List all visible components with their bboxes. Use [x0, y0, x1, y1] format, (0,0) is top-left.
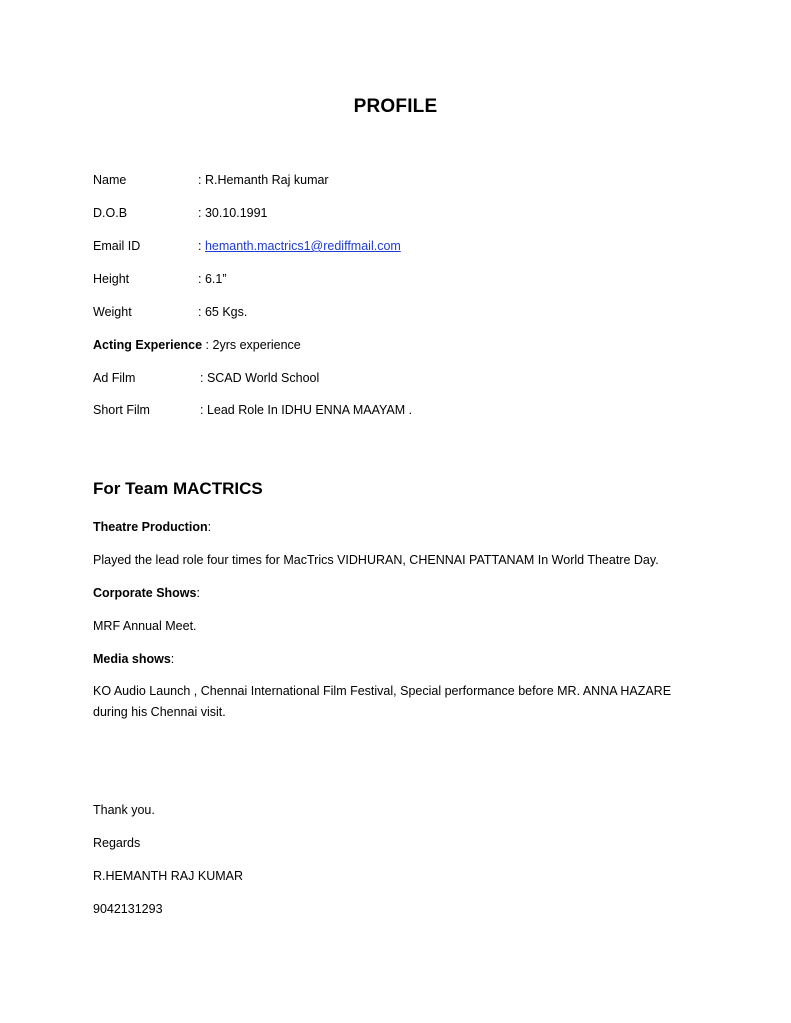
acting-experience-value: : 2yrs experience	[202, 338, 301, 352]
theatre-production-colon: :	[207, 520, 212, 534]
phone-number: 9042131293	[93, 902, 163, 916]
media-shows-text: KO Audio Launch , Chennai International Film Festival, Special performance before MR. ANNA HAZARE during his Chennai visit.	[93, 684, 672, 719]
theatre-production-text: Played the lead role four times for MacTrics VIDHURAN, CHENNAI PATTANAM In World Theatre Day.	[93, 553, 659, 567]
dob-value: : 30.10.1991	[198, 206, 268, 220]
team-heading: For Team MACTRICS	[93, 479, 263, 498]
name-value: : R.Hemanth Raj kumar	[198, 173, 329, 187]
thanks-text: Thank you.	[93, 803, 155, 817]
ad-film-value: : SCAD World School	[200, 371, 320, 385]
email-prefix: :	[198, 239, 205, 253]
theatre-production-heading	[93, 519, 211, 535]
corporate-shows-text: MRF Annual Meet.	[93, 619, 197, 633]
name-label: Name	[93, 173, 127, 187]
height-label: Height	[93, 272, 130, 286]
acting-experience-row	[93, 337, 301, 353]
email-value-row	[198, 238, 401, 254]
short-film-label: Short Film	[93, 403, 150, 417]
corporate-shows-label: Corporate Shows	[93, 586, 197, 600]
media-shows-colon: :	[170, 652, 175, 666]
height-value: : 6.1”	[198, 272, 227, 286]
regards-text: Regards	[93, 836, 141, 850]
corporate-shows-colon: :	[196, 586, 200, 600]
theatre-production-label: Theatre Production	[93, 520, 208, 534]
short-film-value: : Lead Role In IDHU ENNA MAAYAM .	[200, 403, 413, 417]
media-shows-heading	[93, 651, 174, 667]
ad-film-label: Ad Film	[93, 371, 136, 385]
email-label: Email ID	[93, 239, 141, 253]
page-title: PROFILE	[353, 96, 438, 117]
signature-name: R.HEMANTH RAJ KUMAR	[93, 869, 244, 883]
dob-label: D.O.B	[93, 206, 128, 220]
email-link[interactable]: hemanth.mactrics1@rediffmail.com	[204, 239, 401, 253]
weight-label: Weight	[93, 305, 132, 319]
acting-experience-label: Acting Experience	[93, 338, 203, 352]
weight-value: : 65 Kgs.	[198, 305, 248, 319]
corporate-shows-heading	[93, 585, 200, 601]
media-shows-label: Media shows	[93, 652, 171, 666]
